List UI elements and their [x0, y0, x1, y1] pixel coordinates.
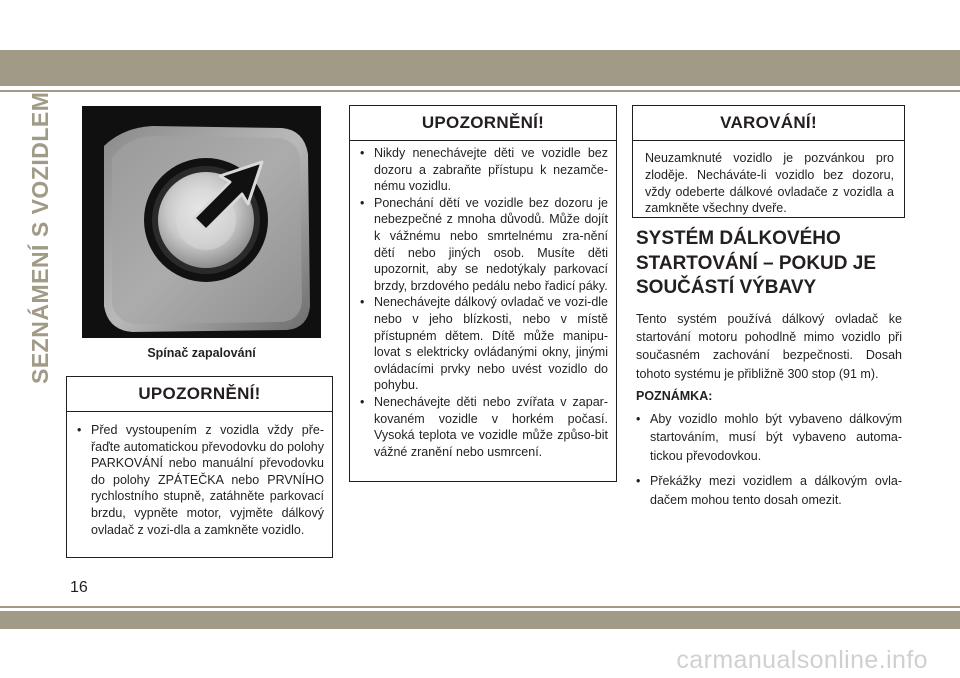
caution-box-text: Neuzamknuté vozidlo je pozvánkou pro zloděje. Necháváte-li vozidlo bez dozoru, vždy odeberte dálkové ovladače z vozidla a zamkněte všechny dveře.: [645, 151, 894, 216]
ignition-switch-photo: [82, 106, 321, 338]
warning-bullet-item: • Nikdy nenechávejte děti ve vozidle bez dozoru a zabraňte přístupu k nezamče-nému vozidlu.: [360, 146, 608, 194]
bullet-icon: •: [360, 195, 365, 210]
ignition-switch-illustration: [82, 106, 321, 338]
section-side-title: SEZNÁMENÍ S VOZIDLEM: [27, 91, 53, 384]
remote-start-heading: SYSTÉM DÁLKOVÉHO STARTOVÁNÍ – POKUD JE SOUČÁSTÍ VÝBAVY: [636, 228, 877, 298]
bullet-icon: •: [77, 423, 82, 437]
note-label: POZNÁMKA:: [636, 389, 713, 403]
note-item: • Aby vozidlo mohlo být vybaveno dálkovým startováním, musí být vybaveno automa-tickou převodovkou.: [636, 412, 902, 463]
bullet-icon: •: [360, 146, 365, 160]
bottom-divider-line: [0, 606, 960, 608]
warning-bullet-item: • Nenechávejte dálkový ovladač ve vozi-dle nebo v jeho blízkosti, nebo v místě přístupném dětem. Dítě může manipu-lovat s elektricky ovládanými okny, jinými ovládacími prvky nebo uvést vozidlo do pohybu.: [360, 295, 608, 393]
warning-box-title: UPOZORNĚNÍ!: [67, 377, 332, 412]
caution-box-theft: [632, 105, 905, 218]
bullet-icon: •: [636, 474, 641, 489]
footer: [0, 646, 960, 675]
footer-watermark[interactable]: carmanualsonline.info: [676, 646, 928, 674]
bottom-decorative-bar: [0, 611, 960, 629]
warning-bullet-item: • Před vystoupením z vozidla vždy pře-řaďte automatickou převodovku do polohy PARKOVÁNÍ nebo manuální převodovku do polohy ZPÁTEČKA nebo PRVNÍHO rychlostního stupně, zatáhněte parkovací brzdu, vypněte motor, vyjměte dálkový ovladač z vozi-dla a zamkněte vozidlo.: [77, 423, 324, 537]
warning-bullet-item: • Ponechání dětí ve vozidle bez dozoru je nebezpečné z mnoha důvodů. Může dojít k vážnému nebo smrtelnému zra-nění dětí nebo jiných osob. Musíte děti upozornit, aby se nedotýkaly parkovací brzdy, brzdového pedálu nebo řadicí páky.: [360, 195, 608, 293]
note-list: [636, 410, 902, 516]
note-item: • Překážky mezi vozidlem a dálkovým ovla-dačem mohou tento dosah omezit.: [636, 474, 902, 507]
page-number: 16: [70, 579, 88, 596]
warning-bullet-item: • Nenechávejte děti nebo zvířata v zapar-kovaném vozidle v horkém počasí. Vysoká teplota ve vozidle může způso-bit vážné zranění nebo usmrcení.: [360, 394, 608, 459]
remote-start-paragraph: Tento systém používá dálkový ovladač ke startování motoru pohodlně mimo vozidlo při současném zachování bezpečnosti. Dosah tohoto systému je přibližně 300 stop (91 m).: [636, 312, 902, 381]
bullet-icon: •: [360, 295, 365, 310]
top-decorative-bar: [0, 50, 960, 86]
bullet-icon: •: [636, 412, 641, 426]
caution-box-title: VAROVÁNÍ!: [633, 106, 904, 141]
photo-caption: Spínač zapalování: [147, 346, 256, 360]
warning-box-shift-park: [66, 376, 333, 558]
bullet-icon: •: [360, 394, 365, 409]
warning-box-children: [349, 105, 617, 482]
top-divider-line: [0, 90, 960, 92]
warning-box-title: UPOZORNĚNÍ!: [350, 106, 616, 141]
